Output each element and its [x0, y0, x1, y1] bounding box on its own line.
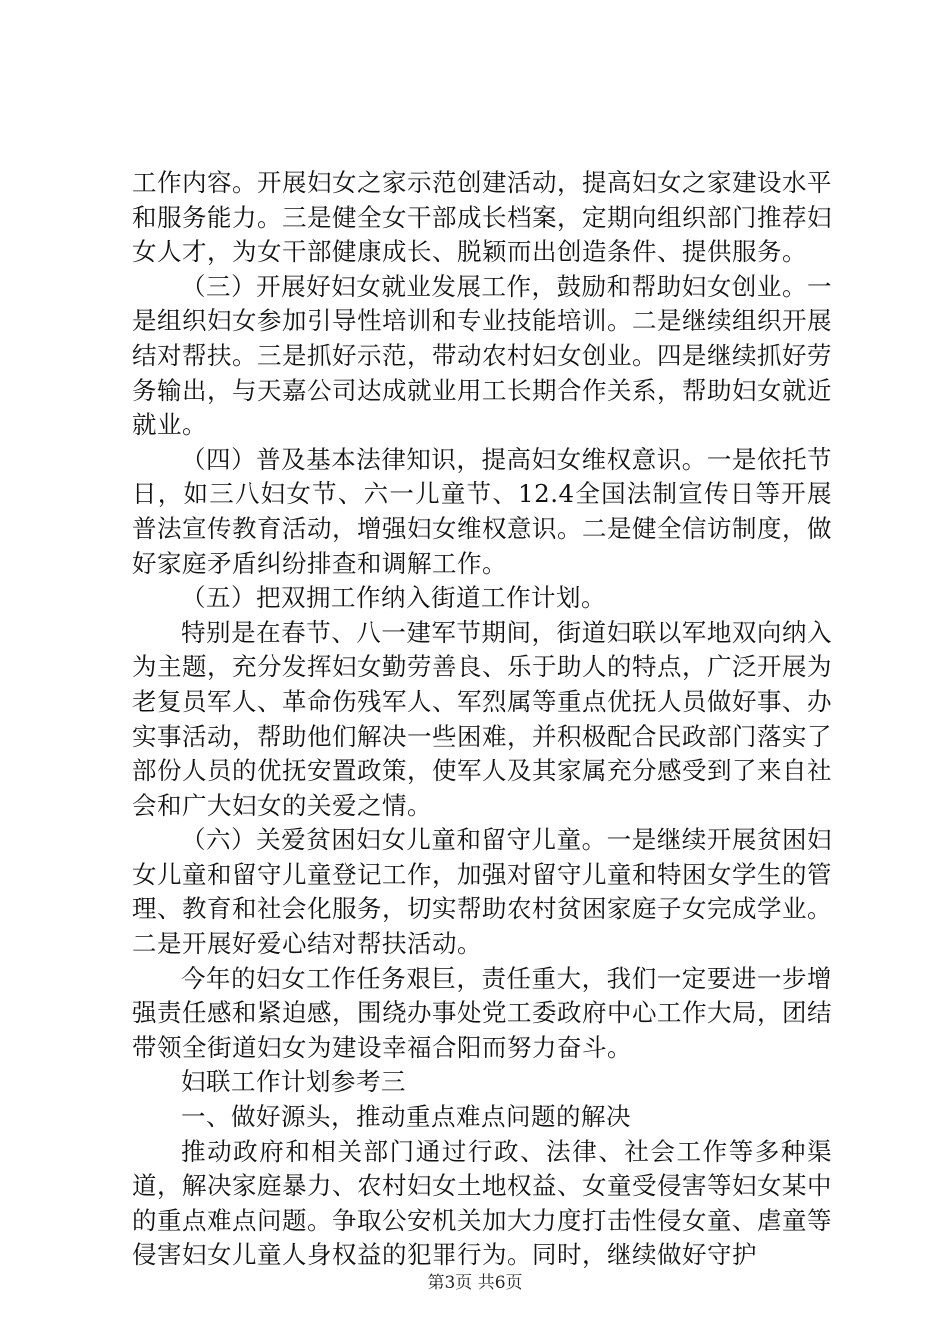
paragraph-4: （五）把双拥工作纳入街道工作计划。	[181, 583, 606, 613]
section-heading-plan-three: 妇联工作计划参考三	[181, 1067, 406, 1097]
paragraph-1: 工作内容。开展妇女之家示范创建活动，提高妇女之家建设水平和服务能力。三是健全女干部成长档案，定期向组织部门推荐妇女人才，为女干部健康成长、脱颖而出创造条件、提供服务。	[132, 168, 832, 267]
paragraph-3: （四）普及基本法律知识，提高妇女维权意识。一是依托节日，如三八妇女节、六一儿童节、12.4全国法制宣传日等开展普法宣传教育活动，增强妇女维权意识。二是健全信访制度，做好家庭矛盾纠纷排查和调解工作。	[132, 444, 832, 578]
paragraph-10: 推动政府和相关部门通过行政、法律、社会工作等多种渠道，解决家庭暴力、农村妇女土地权益、女童受侵害等妇女某中的重点难点问题。争取公安机关加大力度打击性侵女童、虐童等侵害妇女儿童人身权益的犯罪行为。同时，继续做好守护	[132, 1136, 832, 1270]
paragraph-6: （六）关爱贫困妇女儿童和留守儿童。一是继续开展贫困妇女儿童和留守儿童登记工作，加强对留守儿童和特困女学生的管理、教育和社会化服务，切实帮助农村贫困家庭子女完成学业。二是开展好爱心结对帮扶活动。	[132, 825, 832, 959]
paragraph-5: 特别是在春节、八一建军节期间，街道妇联以军地双向纳入为主题，充分发挥妇女勤劳善良、乐于助人的特点，广泛开展为老复员军人、革命伤残军人、军烈属等重点优抚人员做好事、办实事活动，帮助他们解决一些困难，并积极配合民政部门落实了部份人员的优抚安置政策，使军人及其家属充分感受到了来自社会和广大妇女的关爱之情。	[132, 617, 832, 820]
document-body	[132, 166, 832, 1273]
paragraph-7: 今年的妇女工作任务艰巨，责任重大，我们一定要进一步增强责任感和紧迫感，围绕办事处党工委政府中心工作大局，团结带领全街道妇女为建设幸福合阳而努力奋斗。	[132, 963, 832, 1062]
paragraph-2: （三）开展好妇女就业发展工作，鼓励和帮助妇女创业。一是组织妇女参加引导性培训和专业技能培训。二是继续组织开展结对帮扶。三是抓好示范，带动农村妇女创业。四是继续抓好劳务输出，与天嘉公司达成就业用工长期合作关系，帮助妇女就近就业。	[132, 271, 832, 440]
section-heading-one: 一、做好源头，推动重点难点问题的解决	[181, 1102, 631, 1132]
page-number-footer: 第3页 共6页	[427, 1273, 523, 1293]
